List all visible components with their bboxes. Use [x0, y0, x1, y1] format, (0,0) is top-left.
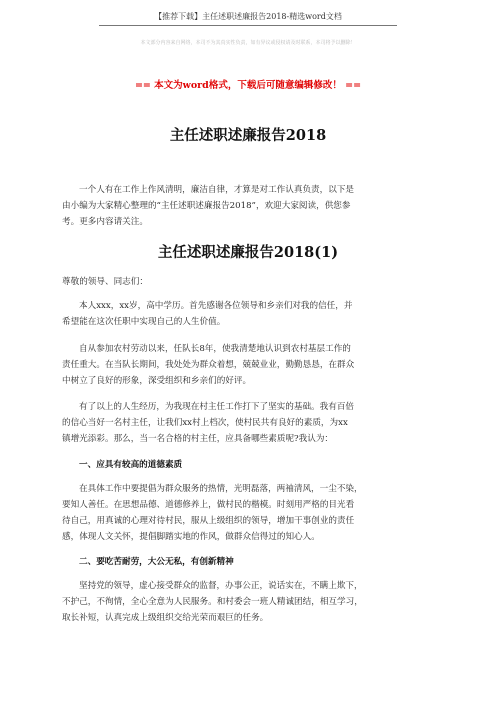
header-title: 【推荐下载】主任述职述廉报告2018-精选word文档 [154, 12, 342, 21]
paragraph-line: 自从参加农村劳动以来，任队长8年，使我清楚地认识到农村基层工作的 [79, 344, 351, 354]
paragraph-line: 在具体工作中要提倡为群众服务的热情，光明磊落，两袖清风，一尘不染， [79, 484, 363, 494]
paragraph-line: 要知人善任。在思想品德、道德修养上，做村民的楷模。时刻用严格的目光看 [62, 500, 355, 510]
paragraph-2 [62, 341, 438, 389]
document-title: 主任述职述廉报告2018 [169, 127, 327, 144]
paragraph-line: 感，体现人文关怀，提倡脚踏实地的作风，做群众信得过的知心人。 [62, 532, 320, 542]
paragraph-5 [62, 578, 438, 626]
paragraph-line: 希望能在这次任职中实现自己的人生价值。 [62, 317, 226, 327]
salutation-line: 尊敬的领导、同志们： [62, 277, 148, 287]
edit-notice: == 本文为word格式，下载后可随意编辑修改！ == [134, 80, 362, 91]
paragraph-line: 待自己，用真诚的心理对待村民，服从上级组织的领导，增加干事创业的责任 [62, 516, 355, 526]
header-divider [99, 25, 397, 26]
intro-paragraph [62, 182, 438, 230]
section-heading-1: 一、应具有较高的道德素质 [79, 460, 183, 470]
section-title: 主任述职述廉报告2018(1) [157, 244, 339, 261]
paragraph-4 [62, 481, 438, 545]
paragraph-line: 中树立了良好的形象，深受组织和乡亲们的好评。 [62, 376, 252, 386]
paragraph-line: 责任重大。在当队长期间，我处处为群众着想，兢兢业业，勤勤恳恳，在群众 [62, 360, 355, 370]
intro-line: 考。更多内容请关注。 [62, 217, 148, 227]
intro-line: 一个人有在工作上作风清明，廉洁自律，才算是对工作认真负责，以下是 [79, 185, 355, 195]
paragraph-1 [62, 298, 438, 330]
paragraph-line: 取长补短，认真完成上级组织交给光荣而艰巨的任务。 [62, 613, 269, 623]
disclaimer-text: 本文部分内容来自网络，本司不为其真实性负责，如有异议或侵权请及时联系，本司将予以删除！ [140, 40, 356, 46]
paragraph-line: 坚持党的领导，虚心接受群众的监督，办事公正，说话实在，不瞒上欺下， [79, 581, 363, 591]
salutation [62, 274, 438, 290]
paragraph-3 [62, 399, 438, 447]
paragraph-line: 有了以上的人生经历，为我现在村主任工作打下了坚实的基础。我有百倍 [79, 402, 355, 412]
section-heading-2: 二、要吃苦耐劳，大公无私，有创新精神 [79, 557, 234, 567]
paragraph-line: 不护己，不徇情，全心全意为人民服务。和村委会一班人精诚团结，相互学习， [62, 597, 363, 607]
paragraph-line: 镇增光添彩。那么，当一名合格的村主任，应具备哪些素质呢?我认为： [62, 434, 334, 444]
paragraph-line: 本人xxx，xx岁，高中学历。首先感谢各位领导和乡亲们对我的信任，并 [79, 301, 353, 311]
paragraph-line: 的信心当好一名村主任，让我们xx村上档次，使村民共有良好的素质，为xx [62, 418, 348, 428]
intro-line: 由小编为大家精心整理的“主任述职述廉报告2018”，欢迎大家阅读，供您参 [62, 201, 351, 211]
